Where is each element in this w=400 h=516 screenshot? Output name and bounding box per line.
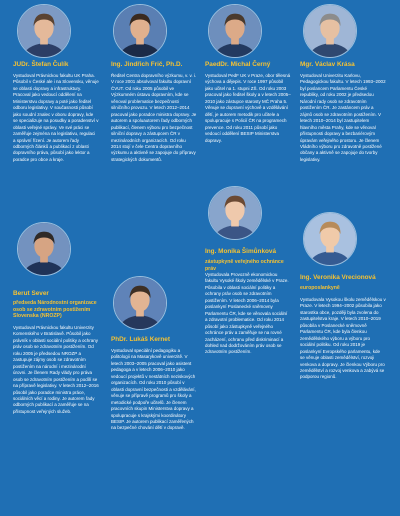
avatar (113, 4, 167, 58)
portrait-image (304, 5, 356, 57)
person-bio: Vystudoval Právnickou fakultu Univerzity Komenského v Bratislavě. Působil jako právník v oblasti sociální politiky a ochrany práv osob se zdravotním postižením. Od roku 2005 je předsedou NROZP a zastupuje zájmy osob se zdravotním postižením na národní i mezinárodní úrovni. Je členem Rady vlády pro práva osob se zdravotním postižením a podílí se na přípravě legislativy. V letech 2012–2016 působil jako poradce ministra práce, sociálních věcí a rodiny. Je autorem řady odborných publikací a zaměřuje se na přístupnost veřejných služeb. (13, 325, 99, 414)
person-name: PaedDr. Michal Černý (205, 61, 271, 68)
person-name: JUDr. Štefan Čulík (13, 61, 69, 68)
portrait-image (209, 5, 261, 57)
portrait-image (114, 277, 166, 329)
portrait-image (209, 187, 261, 239)
portrait-image (114, 5, 166, 57)
person-name: Mgr. Václav Krása (300, 61, 355, 68)
person-bio: Vystudoval Univerzitu Karlovu, Pedagogickou fakultu. V letech 1993–2002 byl poslancem Parlamentu České republiky, od roku 2002 je předsedou Národní rady osob se zdravotním postižením ČR. Je zastáncem práv a zájmů osob se zdravotním postižením. V letech 2010–2014 byl zastupitelem hlavního města Prahy, kde se věnoval přístupnosti dopravy a bezbariérovým úpravám veřejného prostoru. Je členem Vládního výboru pro zdravotně postižené občany a aktivně se zapojuje do tvorby legislativy. (300, 73, 386, 162)
avatar (17, 4, 71, 58)
portrait-image (304, 213, 356, 265)
avatar (303, 212, 357, 266)
portrait-image (18, 223, 70, 275)
person-name: PhDr. Lukáš Kernet (111, 336, 170, 343)
person-name: Ing. Jindřich Frič, Ph.D. (111, 61, 183, 68)
portrait-image (18, 5, 70, 57)
person-role: zástupkyně veřejného ochránce práv (205, 259, 284, 272)
person-role: předseda Národnostní organizace osob se zdravotním postižením Slovenska (NROZP) (13, 300, 97, 320)
person-name: Ing. Veronika Vrecionová (300, 274, 376, 281)
person-bio: Vystudoval Právnickou fakultu UK Praha. Působil v České ale i na Slovensku, věnuje se oblasti dopravy a infrastruktury. Pracoval jako vedoucí oddělení na Ministerstvu dopravy a poté jako ředitel odboru legislativy. V současnosti působí jako soudní znalec v oboru dopravy, kde se specializuje na posudky a poradenství v oblasti veřejné správy. Ve své práci se zaměřuje zejména na legislativu, regulaci a správní řízení. Je autorem řady odborných článků a publikací z oblasti dopravního práva, působí jako lektor a poradce pro obce a kraje. (13, 73, 99, 162)
avatar (17, 222, 71, 276)
avatar (208, 186, 262, 240)
avatar (208, 4, 262, 58)
avatar (303, 4, 357, 58)
person-role: europoslankyně (300, 285, 340, 291)
person-bio: Vystudovala Vysokou školu zemědělskou v Praze. V letech 1994–2002 působila jako starostka obce, později byla zvolena do zastupitelstva kraje. V letech 2010–2019 působila v Poslanecké sněmovně Parlamentu ČR, kde byla členkou zemědělského výboru a výboru pro sociální politiku. Od roku 2019 je poslankyní Evropského parlamentu, kde se věnuje oblasti zemědělství, rozvoji venkova a dopravy. Je členkou Výboru pro zemědělství a rozvoj venkova a zabývá se podporou regionů. (300, 297, 386, 380)
person-bio: Vystudovala Provozně ekonomickou fakultu Vysoké školy zemědělské v Praze. Působila v oblasti sociální politiky a ochrany práv osob se zdravotním postižením. V letech 2006–2014 byla poslankyní Poslanecké sněmovny Parlamentu ČR, kde se věnovala sociální a zdravotní problematice. Od roku 2014 působí jako zástupkyně veřejného ochránce práv a zaměřuje se na rovné zacházení, ochranu před diskriminací a dohled nad dodržováním práv osob se zdravotním postižením. (205, 272, 289, 355)
avatar (113, 276, 167, 330)
person-bio: Vystudoval PedF UK v Praze, obor tělesná výchova a dějepis. V roce 1997 působil jako učitel na 1. stupni ZŠ. Od roku 2003 pracoval jako ředitel školy a v letech 2005–2010 jako zástupce starosty MČ Praha 5. Věnuje se dopravní výchově a vzdělávání dětí, je autorem metodik pro učitele a spolupracuje s Policií ČR na programech prevence. Od roku 2011 působí jako vedoucí oddělení BESIP Ministerstva dopravy. (205, 73, 291, 143)
person-name: Ing. Monika Šimůnková (205, 248, 277, 255)
person-name: Berut Sever (13, 290, 49, 297)
person-bio: Ředitel Centra dopravního výzkumu, v. v. i. V roce 2001 absolvoval fakultu dopravní ČVUT. Od roku 2005 působil ve Výzkumném ústavu dopravním, kde se věnoval problematice bezpečnosti silničního provozu. V letech 2012–2014 pracoval jako poradce ministra dopravy. Je autorem a spoluautorem řady odborných publikací, členem výboru pro bezpečnost silniční dopravy a zástupcem ČR v mezinárodních organizacích. Od roku 2014 stojí v čele Centra dopravního výzkumu a aktivně se zapojuje do přípravy strategických dokumentů. (111, 73, 197, 162)
person-bio: Vystudoval speciální pedagogiku a politologii na Masarykově univerzitě. V letech 2003–2005 pracoval jako asistent pedagoga a v letech 2006–2010 jako vedoucí projektů v nestátních neziskových organizacích. Od roku 2010 působí v oblasti dopravní bezpečnosti a vzdělávání, věnuje se přípravě programů pro školy a metodické podpoře učitelů. Je členem pracovních skupin Ministerstva dopravy a spolupracuje s krajskými koordinátory BESIP. Je autorem publikací zaměřených na bezpečné chování dětí v dopravě. (111, 348, 196, 431)
